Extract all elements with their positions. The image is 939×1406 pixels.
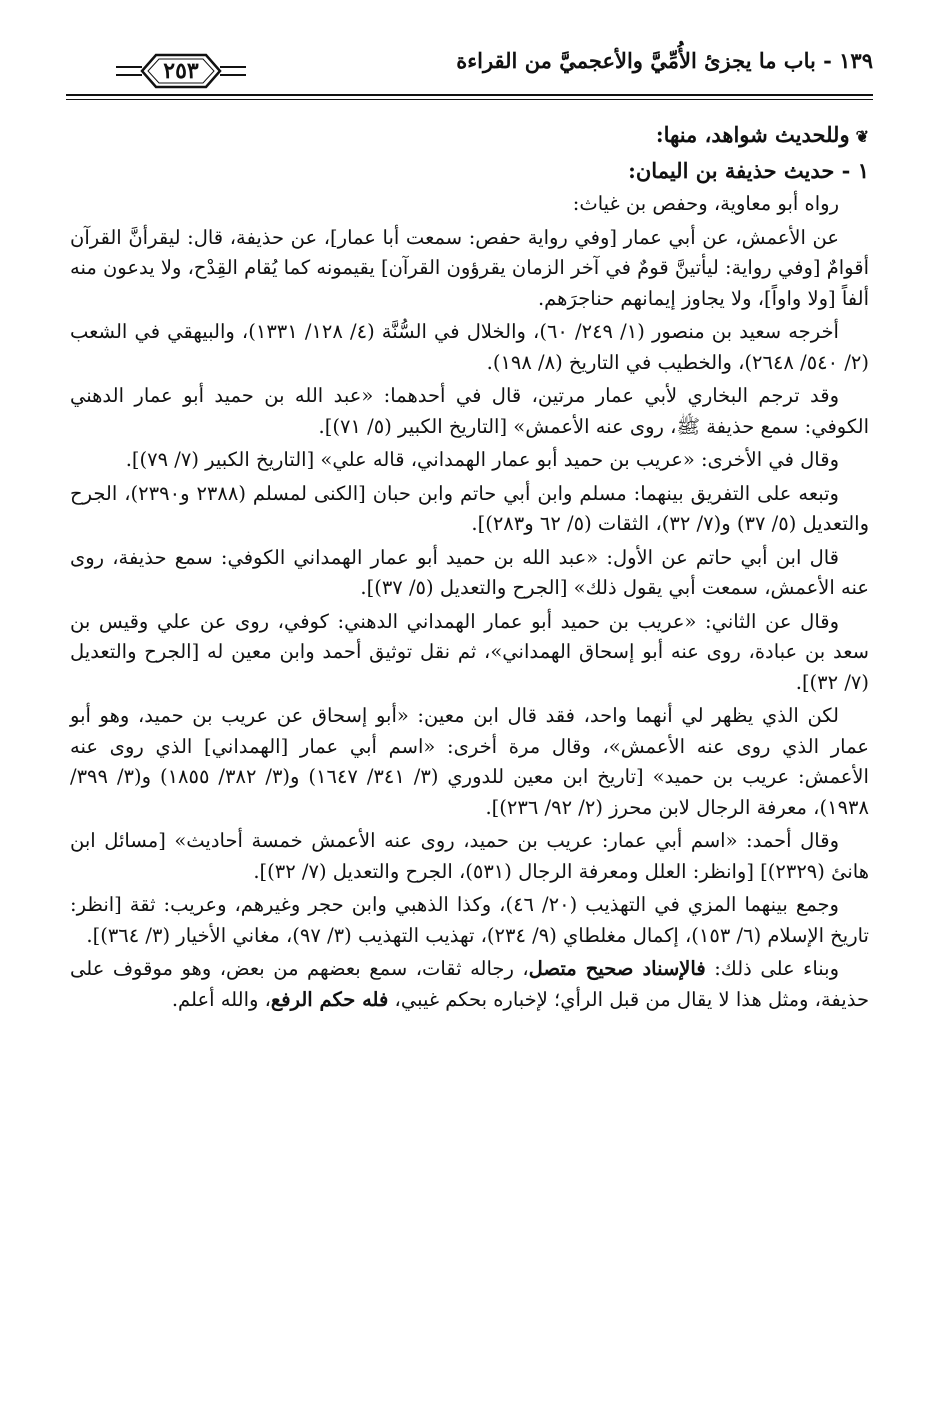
- paragraph: عن الأعمش، عن أبي عمار [وفي رواية حفص: سمعت أبا عمار]، عن حذيفة، قال: ليقرأنَّ القرآن أقوامٌ [وفي رواية: ليأتينَّ قومٌ في آخر الزمان يقرؤون القرآن] يقيمونه كما يُقام القِدْح، ولا يدعون منه ألفاً [ولا واواً]، ولا يجاوز إيمانهم حناجرَهم.: [70, 225, 869, 310]
- ruling-sahih: فالإسناد صحيح متصل: [528, 957, 706, 980]
- paragraph: أخرجه سعيد بن منصور (١/ ٢٤٩/ ٦٠)، والخلال في السُّنَّة (٤/ ١٢٨/ ١٣٣١)، والبيهقي في الشعب (٢/ ٥٤٠/ ٢٦٤٨)، والخطيب في التاريخ (٨/ ١٩٨).: [70, 320, 869, 374]
- header-rule-thin: [66, 99, 873, 100]
- paragraph: وقال أحمد: «اسم أبي عمار: عريب بن حميد، روى عنه الأعمش خمسة أحاديث» [مسائل ابن هانئ (٢٣٢٩)] [وانظر: العلل ومعرفة الرجال (٥٣١)، الجرح والتعديل (٧/ ٣٢)].: [70, 829, 869, 883]
- page-number: ٢٥٣: [163, 58, 199, 84]
- paragraph: وجمع بينهما المزي في التهذيب (٢٠/ ٤٦)، وكذا الذهبي وابن حجر وغيرهم، وعريب: ثقة [انظر: تاريخ الإسلام (٦/ ١٥٣)، إكمال مغلطاي (٩/ ٢٣٤)، تهذيب التهذيب (٣/ ٩٧)، مغاني الأخيار (٣/ ٣٦٤)].: [70, 893, 869, 947]
- conclusion-intro: وبناء على ذلك:: [705, 957, 839, 980]
- ruling-marfu: فله حكم الرفع: [270, 987, 389, 1011]
- conclusion-middle: ، رجاله ثقات، سمع بعضهم من بعض، وهو موقوف على حذيفة، ومثل هذا لا يقال من قبل الرأي؛ لإخباره بحكم غيبي،: [70, 957, 869, 1011]
- header-rule: [66, 94, 873, 96]
- paragraph: وقال في الأخرى: «عريب بن حميد أبو عمار الهمداني، قاله علي» [التاريخ الكبير (٧/ ٧٩)].: [125, 448, 839, 471]
- paragraph: وتبعه على التفريق بينهما: مسلم وابن أبي حاتم وابن حبان [الكنى لمسلم (٢٣٨٨ و٢٣٩٠)، الجرح والتعديل (٥/ ٣٧) و(٧/ ٣٢)، الثقات (٥/ ٦٢ و٢٨٣)].: [70, 481, 869, 535]
- paragraph: رواه أبو معاوية، وحفص بن غياث:: [572, 192, 839, 215]
- paragraph: قال ابن أبي حاتم عن الأول: «عبد الله بن حميد أبو عمار الهمداني الكوفي: سمع حذيفة، روى عنه الأعمش، سمعت أبي يقول ذلك» [الجرح والتعديل (٥/ ٣٧)].: [70, 545, 869, 599]
- lead-text: وللحديث شواهد، منها:: [655, 122, 850, 147]
- paragraph: وقد ترجم البخاري لأبي عمار مرتين، قال في أحدهما: «عبد الله بن حميد أبو عمار الدهني الكوفي: سمع حذيفة ﷺ، روى عنه الأعمش» [التاريخ الكبير (٥/ ٧١)].: [70, 384, 869, 438]
- hadith-heading: ١ - حديث حذيفة بن اليمان:: [628, 157, 869, 183]
- main-text: [70, 120, 869, 1018]
- paragraph: وقال عن الثاني: «عريب بن حميد أبو عمار الهمداني الدهني: كوفي، روى عن علي وقيس بن سعد بن عبادة، روى عنه أبو إسحاق الهمداني»، ثم نقل توثيق أحمد وابن معين له [الجرح والتعديل (٧/ ٣٢)].: [70, 609, 869, 694]
- conclusion-end: ، والله أعلم.: [171, 987, 271, 1011]
- leaf-ornament-icon: ❦: [855, 127, 869, 146]
- running-title: ١٣٩ - باب ما يجزئ الأُمِّيَّ والأعجميَّ من القراءة: [456, 48, 873, 73]
- page-header: [66, 44, 873, 102]
- conclusion-paragraph: [70, 954, 869, 1015]
- section-lead: [70, 120, 869, 153]
- paragraph: لكن الذي يظهر لي أنهما واحد، فقد قال ابن معين: «أبو إسحاق عن عريب بن حميد، وهو أبو عمار الذي روى عنه الأعمش»، وقال مرة أخرى: «اسم أبي عمار [الهمداني] الذي روى عنه الأعمش: عريب بن حميد» [تاريخ ابن معين للدوري (٣/ ٣٤١/ ١٦٤٧) و(٣/ ٣٨٢/ ١٨٥٥) و(٣/ ٣٩٩/ ١٩٣٨)، معرفة الرجال لابن محرز (٢/ ٩٢/ ٢٣٦)].: [70, 704, 869, 819]
